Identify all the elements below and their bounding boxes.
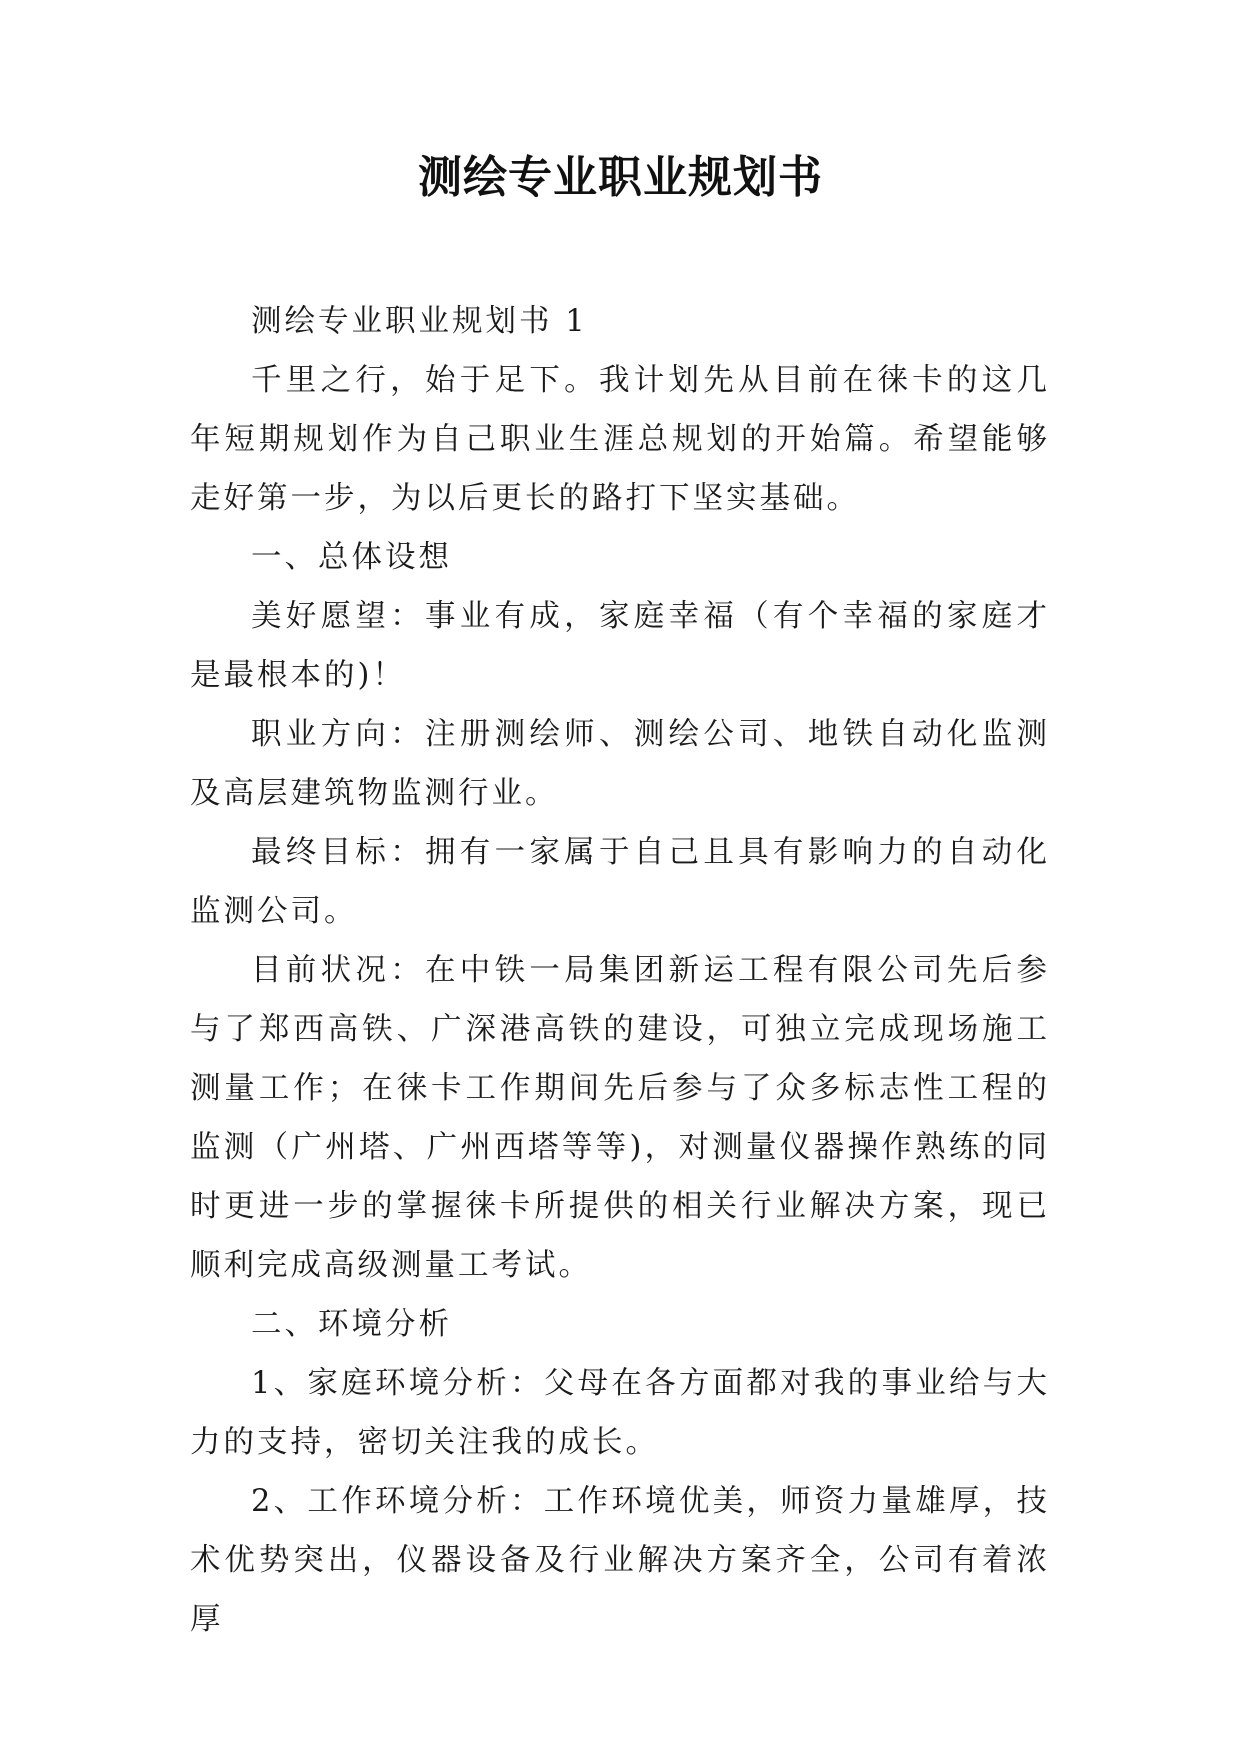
paragraph-family-environment: 1、家庭环境分析：父母在各方面都对我的事业给与大力的支持，密切关注我的成长。 [190, 1366, 1050, 1460]
paragraph-career-direction: 职业方向：注册测绘师、测绘公司、地铁自动化监测及高层建筑物监测行业。 [190, 717, 1050, 811]
paragraph-work-environment: 2、工作环境分析：工作环境优美，师资力量雄厚，技术优势突出，仪器设备及行业解决方案齐全，公司有着浓厚 [190, 1484, 1050, 1637]
paragraph-subtitle: 测绘专业职业规划书 1 [251, 304, 588, 339]
paragraph-current-status: 目前状况：在中铁一局集团新运工程有限公司先后参与了郑西高铁、广深港高铁的建设，可独立完成现场施工测量工作；在徕卡工作期间先后参与了众多标志性工程的监测（广州塔、广州西塔等等)，对测量仪器操作熟练的同时更进一步的掌握徕卡所提供的相关行业解决方案，现已顺利完成高级测量工考试。 [190, 953, 1050, 1283]
document-title: 测绘专业职业规划书 [418, 152, 823, 203]
paragraph-final-goal: 最终目标：拥有一家属于自己且具有影响力的自动化监测公司。 [190, 835, 1050, 929]
document-body [190, 292, 1050, 1649]
paragraph-wish: 美好愿望：事业有成，家庭幸福（有个幸福的家庭才是最根本的)！ [190, 599, 1050, 693]
section-heading-environment: 二、环境分析 [251, 1307, 452, 1342]
paragraph-intro: 千里之行，始于足下。我计划先从目前在徕卡的这几年短期规划作为自己职业生涯总规划的开始篇。希望能够走好第一步，为以后更长的路打下坚实基础。 [190, 363, 1050, 516]
section-heading-overall: 一、总体设想 [251, 540, 452, 575]
